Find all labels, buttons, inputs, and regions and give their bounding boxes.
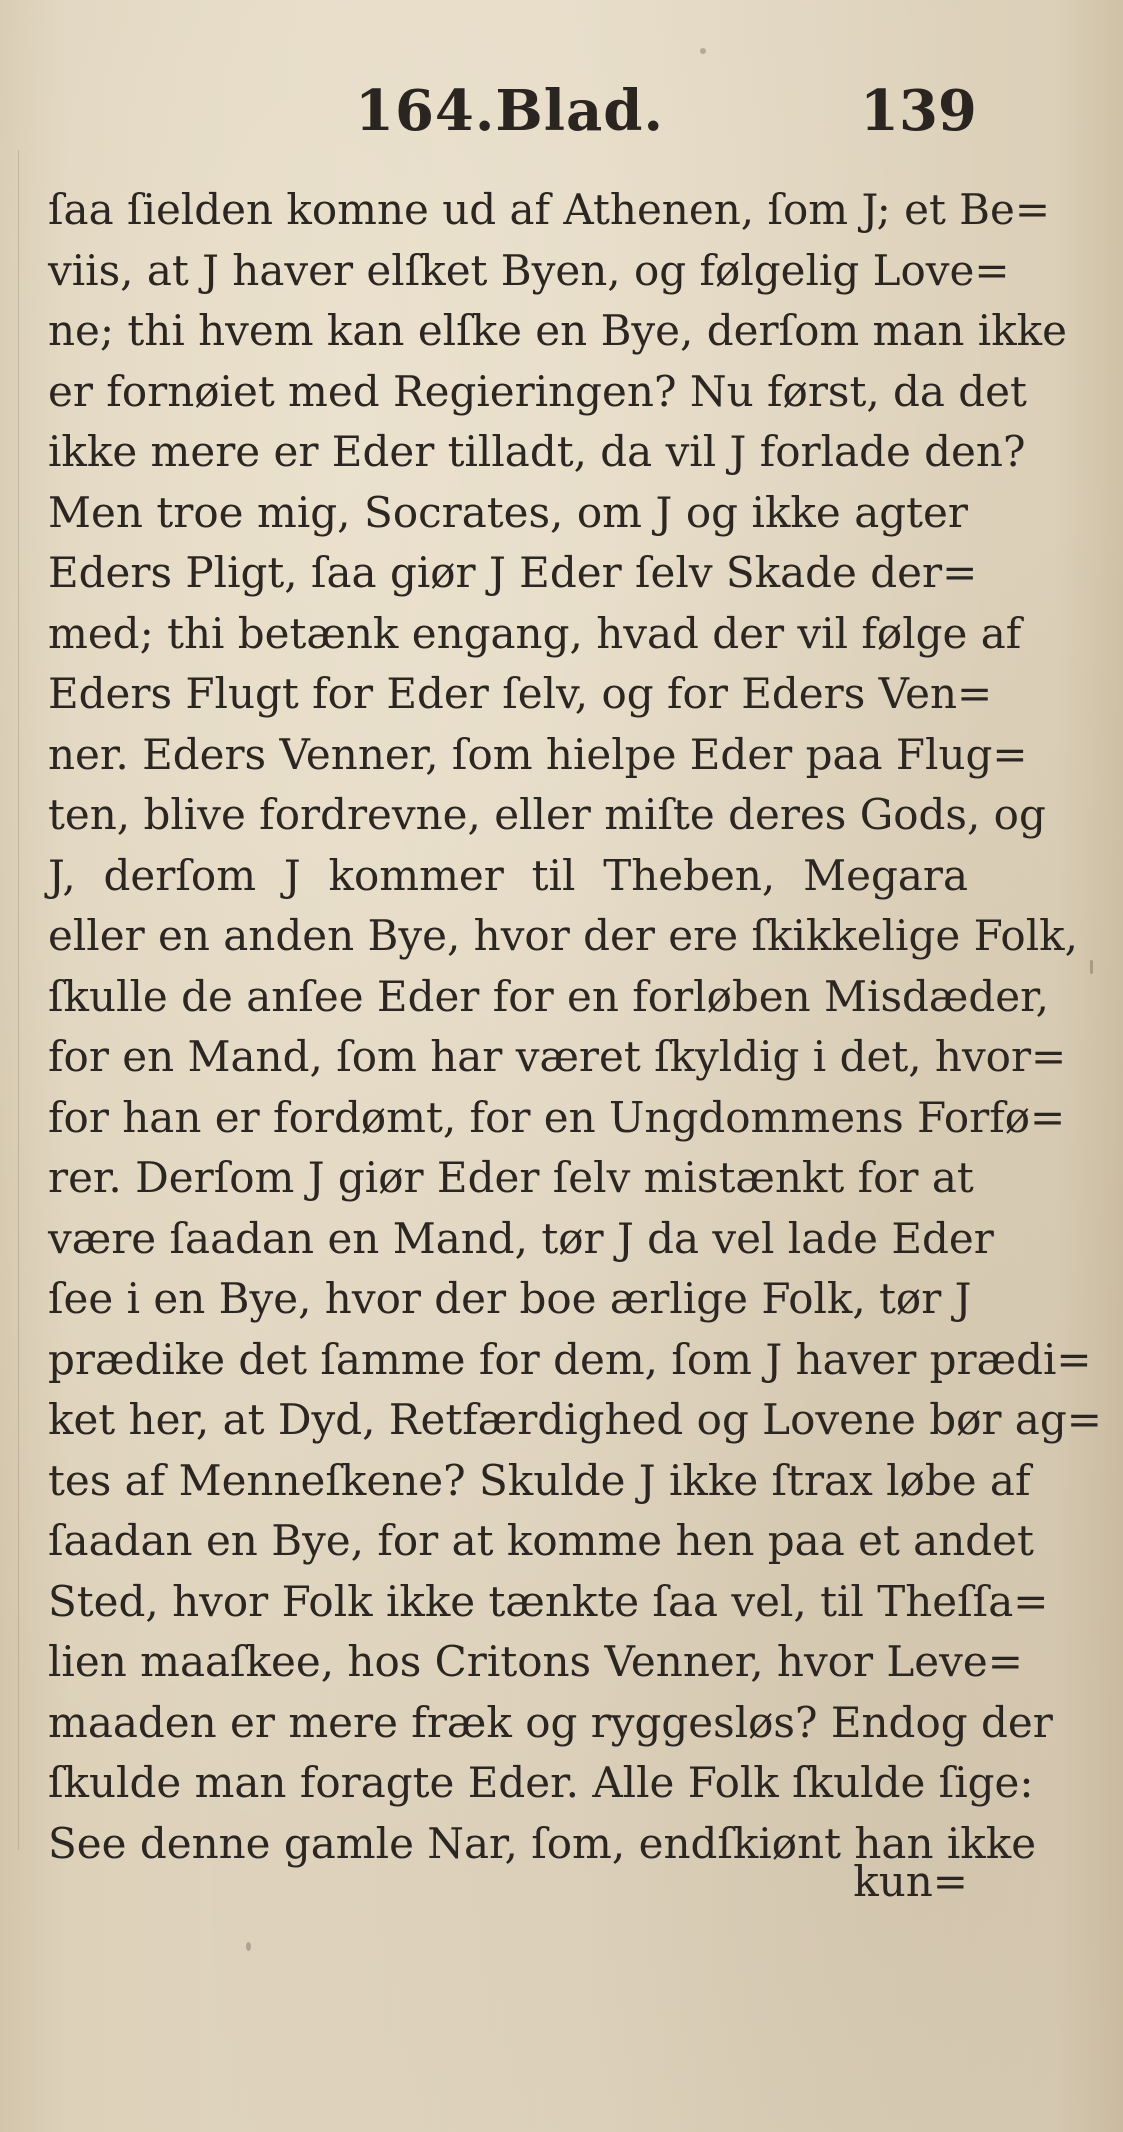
text-line: ner. Eders Venner, ſom hielpe Eder paa Flug= xyxy=(48,729,1028,779)
body-text xyxy=(48,180,1102,1874)
text-line: eller en anden Bye, hvor der ere ſkikkelige Folk, xyxy=(48,911,1078,960)
text-line: prædike det ſamme for dem, ſom J haver prædi= xyxy=(48,1334,1092,1384)
text-line: ſee i en Bye, hvor der boe ærlige Folk, tør J xyxy=(48,1274,972,1323)
text-line: lien maaſkee, hos Critons Venner, hvor Leve= xyxy=(48,1637,1023,1686)
paper-speck xyxy=(1090,960,1093,974)
paper-speck xyxy=(700,48,706,54)
text-line: Eders Pligt, ſaa giør J Eder ſelv Skade der= xyxy=(48,548,978,597)
text-line: ket her, at Dyd, Retfærdighed og Lovene bør ag= xyxy=(48,1395,1102,1444)
text-line: ten, blive fordrevne, eller miſte deres Gods, og xyxy=(48,790,1046,839)
page-edge-shadow xyxy=(18,150,19,1850)
text-line: tes af Menneſkene? Skulde J ikke ſtrax løbe af xyxy=(48,1455,1031,1505)
paper-speck xyxy=(246,1942,251,1951)
text-line: er fornøiet med Regieringen? Nu først, da det xyxy=(48,366,1027,416)
text-line: med; thi betænk engang, hvad der vil følge af xyxy=(48,608,1022,658)
catchword-row xyxy=(48,1852,968,1912)
text-line: for han er fordømt, for en Ungdommens Forfø= xyxy=(48,1092,1066,1142)
page-title: 164.Blad. xyxy=(355,78,664,144)
text-line: See denne gamle Nar, ſom, endſkiønt han ikke xyxy=(48,1818,1037,1868)
text-line: Eders Flugt for Eder ſelv, og for Eders Ven= xyxy=(48,669,993,718)
text-line: Sted, hvor Folk ikke tænkte ſaa vel, til Theſſa= xyxy=(48,1576,1049,1626)
text-line: viis, at J haver elſket Byen, og følgelig Love= xyxy=(48,245,1010,295)
text-line: ikke mere er Eder tilladt, da vil J forlade den? xyxy=(48,427,1026,476)
text-line: ſkulde man foragte Eder. Alle Folk ſkulde ſige: xyxy=(48,1758,1034,1807)
page-number: 139 xyxy=(860,78,977,144)
text-line: maaden er mere fræk og ryggesløs? Endog der xyxy=(48,1697,1053,1747)
text-line: J, derſom J kommer til Theben, Megara xyxy=(48,850,968,900)
page-header xyxy=(0,78,1123,148)
catchword: kun= xyxy=(853,1857,968,1906)
text-line: ſaa ſielden komne ud af Athenen, ſom J; et Be= xyxy=(48,185,1051,234)
text-line: rer. Derſom J giør Eder ſelv mistænkt for at xyxy=(48,1153,974,1202)
text-line: ne; thi hvem kan elſke en Bye, derſom man ikke xyxy=(48,306,1067,355)
text-line: ſkulle de anſee Eder for en forløben Misdæder, xyxy=(48,971,1049,1021)
text-line: for en Mand, ſom har været ſkyldig i det, hvor= xyxy=(48,1032,1067,1081)
text-line: være ſaadan en Mand, tør J da vel lade Eder xyxy=(48,1213,994,1263)
text-line: Men troe mig, Socrates, om J og ikke agter xyxy=(48,487,968,537)
text-line: ſaadan en Bye, for at komme hen paa et andet xyxy=(48,1516,1034,1565)
